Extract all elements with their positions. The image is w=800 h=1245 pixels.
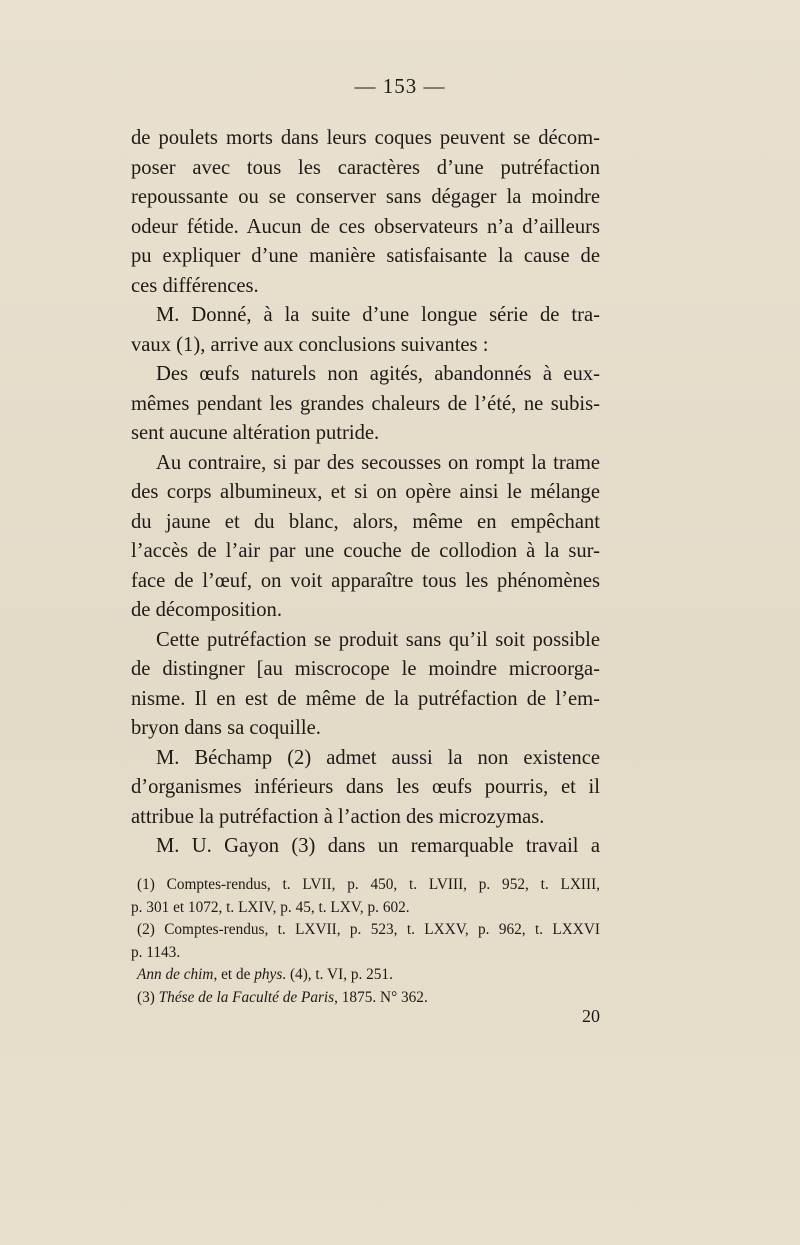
footnote-line [131,964,600,987]
text-line: M. Béchamp (2) admet aussi la non existence [156,746,600,769]
signature-mark: 20 [582,1006,600,1026]
footnote-line: (1) Comptes-rendus, t. LVII, p. 450, t. LVIII, p. 952, t. LXIII, [137,876,600,893]
text-line: Cette putréfaction se produit sans qu’il soit possible [156,628,600,651]
footnote-line [131,987,600,1010]
text-line: de poulets morts dans leurs coques peuvent se décom- [131,127,600,149]
footnote-text: (3) [137,988,159,1006]
text-line: repoussante ou se conserver sans dégager la moindre [131,186,600,208]
text-line: l’accès de l’air par une couche de collodion à la sur- [131,540,600,562]
footnote-line: p. 301 et 1072, t. LXIV, p. 45, t. LXV, p. 602. [131,898,410,916]
text-line: face de l’œuf, on voit apparaître tous les phénomènes [131,569,600,592]
text-line: du jaune et du blanc, alors, même en empêchant [131,510,600,533]
text-line: odeur fétide. Aucun de ces observateurs n’a d’ailleurs [131,215,600,238]
text-line: des corps albumineux, et si on opère ainsi le mélange [131,481,600,503]
footnote-text: . (4), t. VI, p. 251. [282,966,393,984]
thesis-title: Thése de la Faculté de Paris [158,988,335,1006]
footnote-line: (2) Comptes-rendus, t. LXVII, p. 523, t. LXXV, p. 962, t. LXXVI [137,921,600,939]
footnote-text: , 1875. N° 362. [334,988,428,1006]
text-line: M. U. Gayon (3) dans un remarquable travail a [156,835,600,857]
text-line: bryon dans sa coquille. [131,717,321,739]
page-number: — 153 — [354,74,446,98]
text-line: Au contraire, si par des secousses on rompt la trame [156,451,600,474]
text-line: mêmes pendant les grandes chaleurs de l’été, ne subis- [131,392,600,415]
journal-title: phys [254,966,283,984]
footnote-text: , et de [213,966,255,984]
text-line: poser avec tous les caractères d’une putréfaction [131,156,600,179]
footnotes [131,874,600,1010]
text-line: d’organismes inférieurs dans les œufs pourris, et il [131,776,600,798]
text-line: ces différences. [131,274,259,297]
text-line: pu expliquer d’une manière satisfaisante la cause de [131,245,600,267]
journal-title: Ann de chim [137,966,214,984]
text-line: de décomposition. [131,599,282,621]
text-line: M. Donné, à la suite d’une longue série de tra- [156,304,600,326]
text-line: nisme. Il en est de même de la putréfaction de l’em- [131,687,600,710]
text-line: sent aucune altération putride. [131,422,380,444]
text-line: Des œufs naturels non agités, abandonnés à eux- [156,363,600,385]
text-line: vaux (1), arrive aux conclusions suivantes : [131,333,489,356]
footnote-line: p. 1143. [131,943,181,961]
body-text [131,124,600,862]
text-line: attribue la putréfaction à l’action des microzymas. [131,805,545,828]
text-line: de distingner [au miscrocope le moindre microorga- [131,658,600,680]
